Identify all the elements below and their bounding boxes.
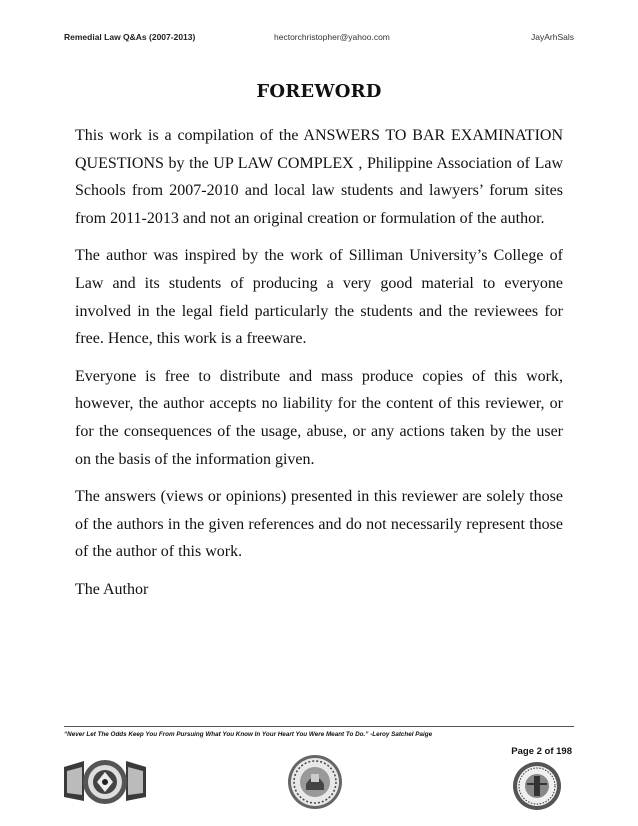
header-author-handle: JayArhSals bbox=[531, 32, 574, 42]
paragraph: The author was inspired by the work of Silliman University’s College of Law and its students of producing a very good material to everyone involved in the legal field particularly the students and the reviewees for free. Hence, this work is a freeware. bbox=[75, 247, 563, 348]
paragraph: The answers (views or opinions) presented in this reviewer are solely those of the authors in the given references and do not necessarily represent those of the author of this work. bbox=[75, 488, 563, 561]
center-seal-icon bbox=[287, 754, 343, 810]
page-title: FOREWORD bbox=[256, 81, 382, 102]
paragraph: Everyone is free to distribute and mass produce copies of this work, however, the author accepts no liability for the content of this reviewer, or for the consequences of the usage, abuse, or any actions taken by the user on the basis of the information given. bbox=[75, 367, 563, 468]
header-document-title: Remedial Law Q&As (2007-2013) bbox=[64, 32, 196, 42]
signature: The Author bbox=[75, 580, 149, 598]
footer-divider bbox=[64, 726, 574, 727]
page-header bbox=[64, 32, 574, 46]
footer-quote: “Never Let The Odds Keep You From Pursuing What You Know In Your Heart You Were Meant To Do.” -Leroy Satchel Paige bbox=[64, 731, 433, 738]
left-seal-icon bbox=[62, 757, 148, 807]
paragraph: This work is a compilation of the ANSWERS TO BAR EXAMINATION QUESTIONS by the UP LAW COMPLEX , Philippine Association of Law Schools from 2007-2010 and local law students and lawyers’ forum sites from 2011-2013 and not an original creation or formulation of the author. bbox=[75, 127, 563, 227]
header-email: hectorchristopher@yahoo.com bbox=[274, 32, 390, 42]
page-number: Page 2 of 198 bbox=[511, 746, 572, 757]
foreword-body bbox=[75, 122, 563, 614]
right-seal-icon bbox=[512, 760, 562, 812]
